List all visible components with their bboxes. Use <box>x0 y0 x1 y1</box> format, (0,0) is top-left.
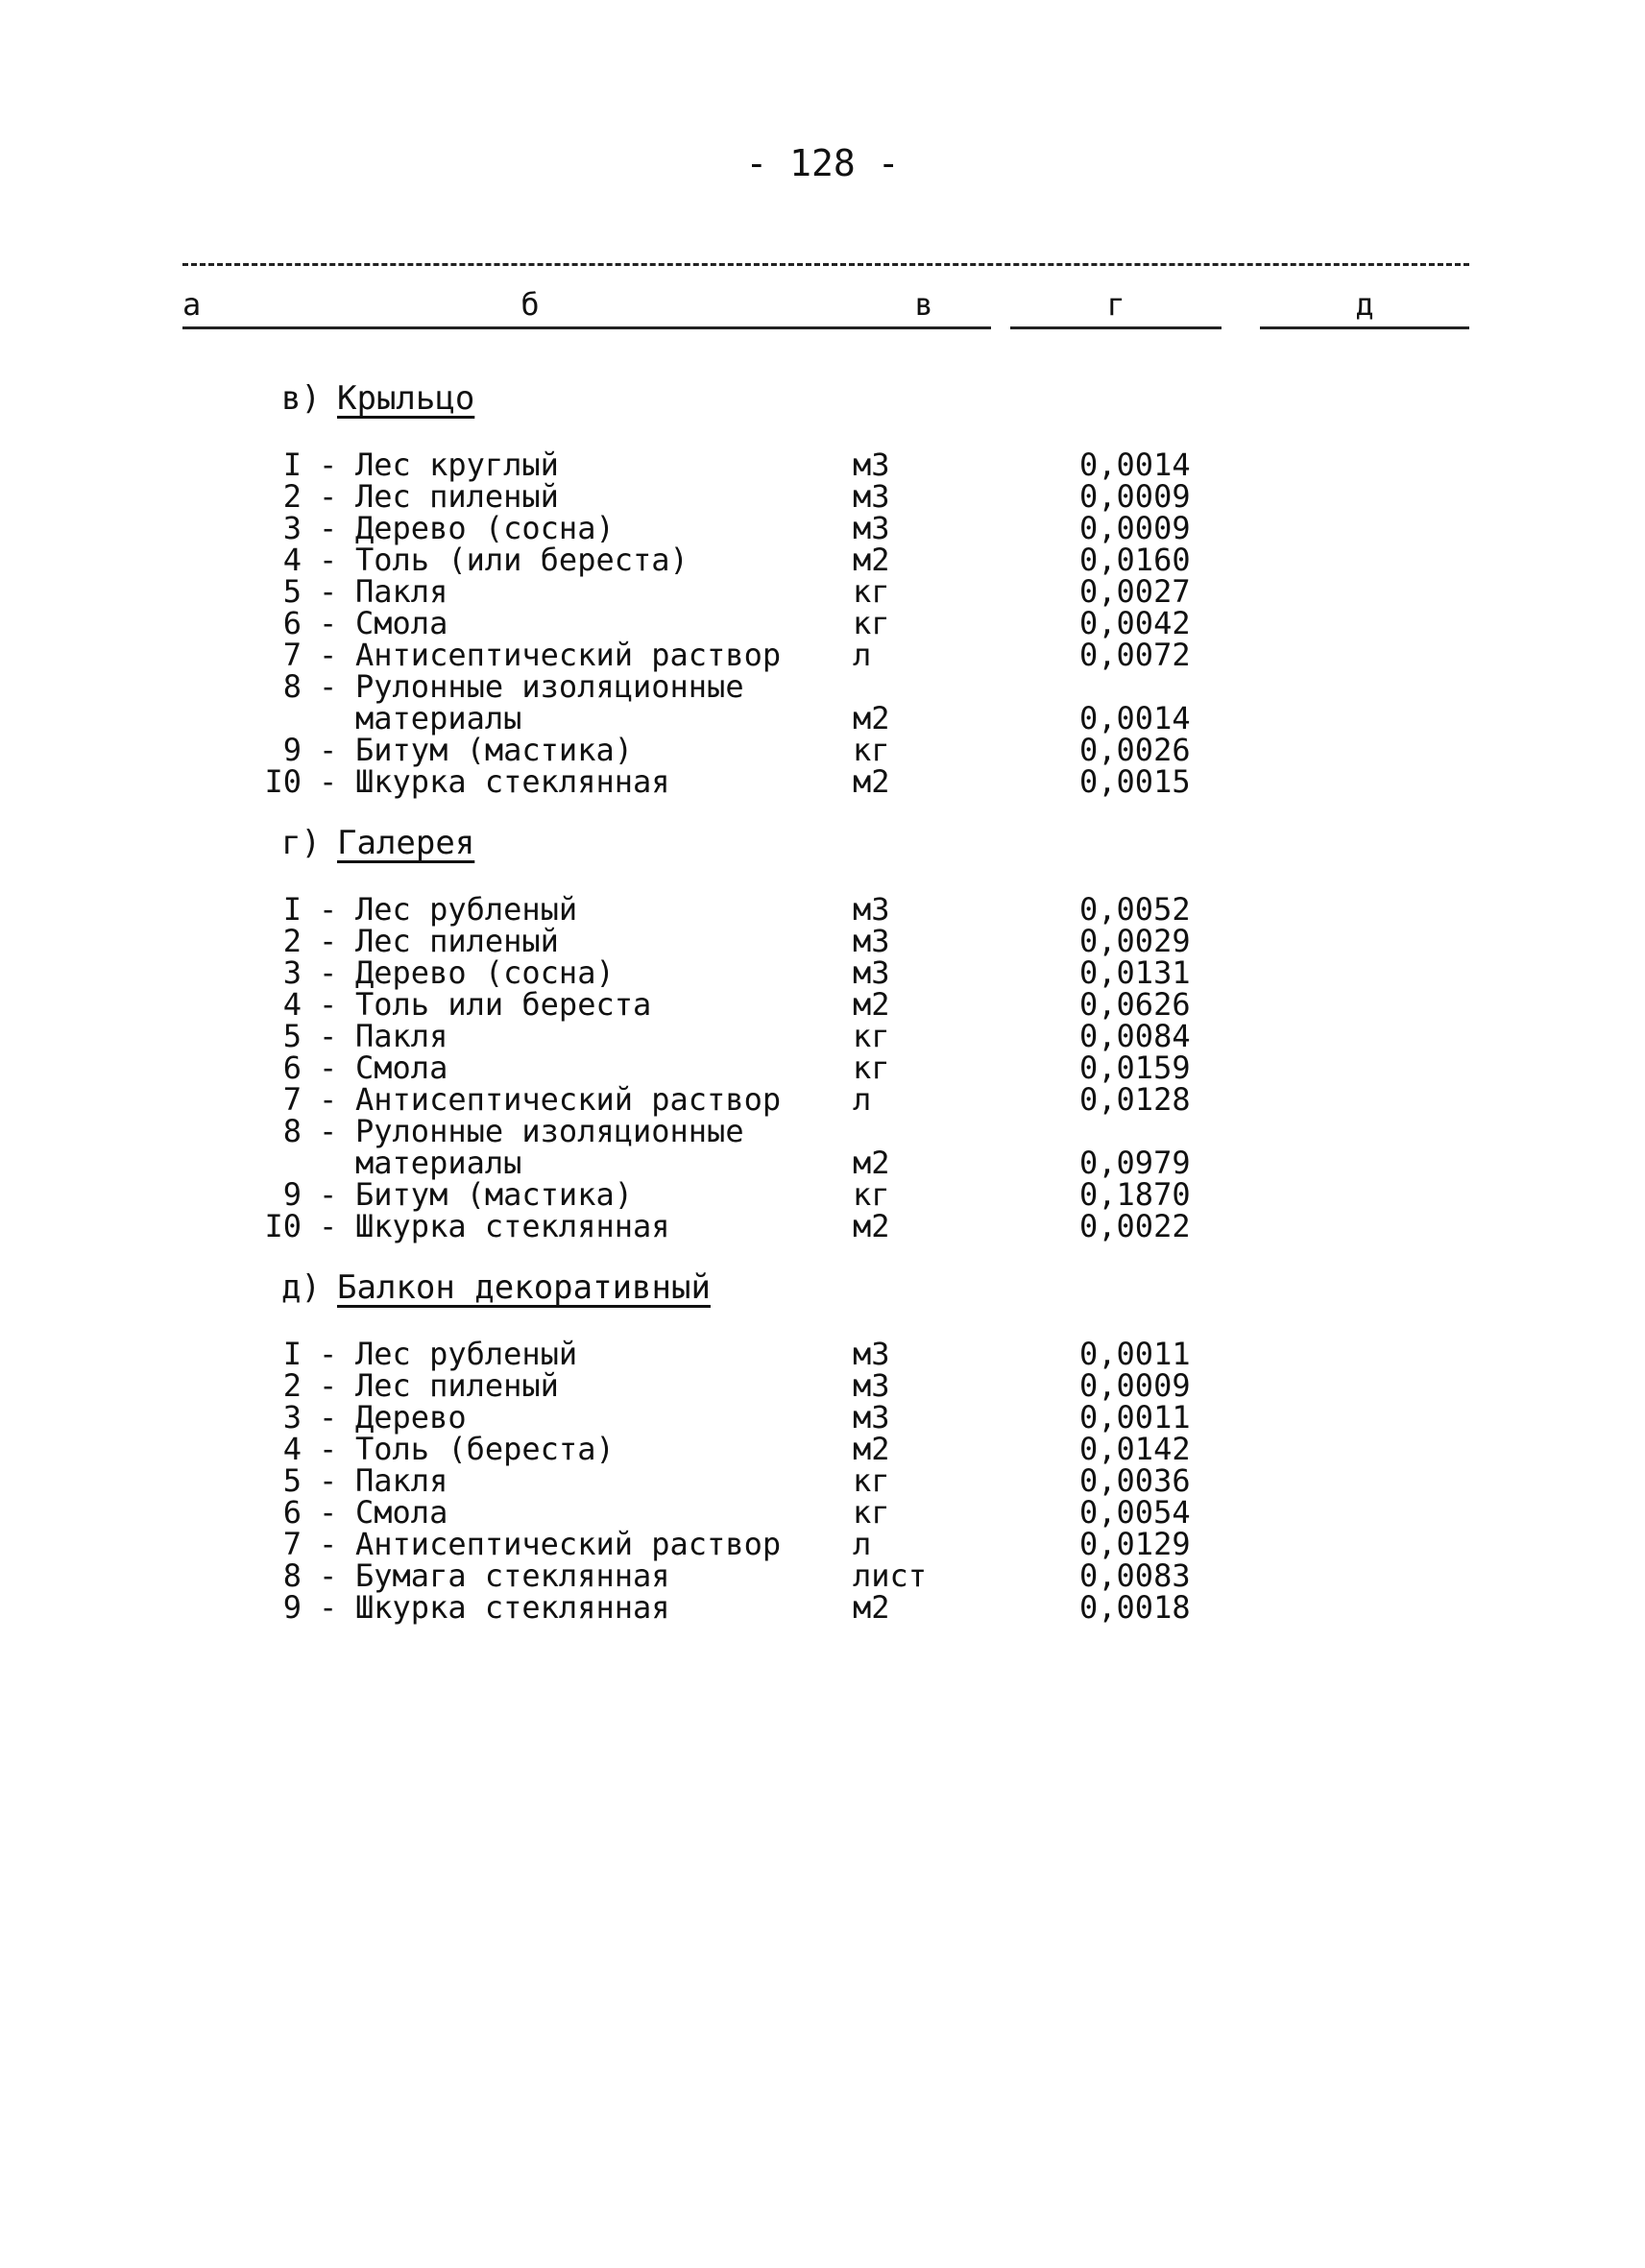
material-row <box>0 1367 1645 1404</box>
item-number: 5 <box>282 573 302 610</box>
item-number: 6 <box>282 605 302 641</box>
quantity-value: 0,0011 <box>1079 1336 1191 1372</box>
material-row <box>0 478 1645 515</box>
row-dash: - <box>319 1208 338 1244</box>
material-row <box>0 1526 1645 1562</box>
unit-of-measure: кг <box>853 1462 890 1499</box>
row-dash: - <box>319 986 338 1023</box>
item-number: I <box>282 446 302 483</box>
material-name: Дерево (сосна) <box>355 954 615 991</box>
row-dash: - <box>319 1557 338 1594</box>
section-letter: в) <box>281 379 321 418</box>
column-header-label: г <box>1106 286 1125 323</box>
quantity-value: 0,0009 <box>1079 510 1191 546</box>
material-row <box>0 544 1645 576</box>
unit-of-measure: лист <box>853 1557 928 1594</box>
unit-of-measure: м3 <box>853 954 890 991</box>
quantity-value: 0,0009 <box>1079 478 1191 515</box>
item-number: 7 <box>282 1081 302 1118</box>
material-row <box>0 1431 1645 1467</box>
quantity-value: 0,0128 <box>1079 1081 1191 1118</box>
quantity-value: 0,0129 <box>1079 1526 1191 1562</box>
materials-list <box>0 374 1645 1624</box>
unit-of-measure: м2 <box>853 542 890 578</box>
item-number: 2 <box>282 1367 302 1404</box>
unit-of-measure: м3 <box>853 446 890 483</box>
quantity-value: 0,0022 <box>1079 1208 1191 1244</box>
material-name: материалы <box>355 1145 522 1181</box>
material-row <box>0 1336 1645 1372</box>
unit-of-measure: м3 <box>853 923 890 959</box>
material-row <box>0 1399 1645 1436</box>
quantity-value: 0,0979 <box>1079 1145 1191 1181</box>
unit-of-measure: кг <box>853 1050 890 1086</box>
item-number: 4 <box>282 986 302 1023</box>
top-rule <box>182 263 1469 266</box>
item-number: 9 <box>282 1176 302 1213</box>
material-name: Пакля <box>355 573 448 610</box>
quantity-value: 0,0011 <box>1079 1399 1191 1436</box>
material-name: Смола <box>355 1050 448 1086</box>
row-dash: - <box>319 1526 338 1562</box>
material-name: Рулонные изоляционные <box>355 668 744 705</box>
quantity-value: 0,0009 <box>1079 1367 1191 1404</box>
row-dash: - <box>319 732 338 768</box>
item-number: 8 <box>282 1557 302 1594</box>
row-dash: - <box>319 923 338 959</box>
quantity-value: 0,0029 <box>1079 923 1191 959</box>
material-row <box>0 510 1645 546</box>
unit-of-measure: л <box>853 637 872 673</box>
row-dash: - <box>319 542 338 578</box>
material-row <box>0 1147 1645 1179</box>
unit-of-measure: л <box>853 1081 872 1118</box>
unit-of-measure: кг <box>853 1494 890 1531</box>
material-row <box>0 1208 1645 1244</box>
column-header-label: б <box>520 286 540 323</box>
row-dash: - <box>319 1050 338 1086</box>
row-dash: - <box>319 605 338 641</box>
material-row <box>0 1113 1645 1149</box>
section-title: Крыльцо <box>337 379 475 418</box>
quantity-value: 0,0160 <box>1079 542 1191 578</box>
material-row <box>0 605 1645 641</box>
quantity-value: 0,0052 <box>1079 891 1191 928</box>
quantity-value: 0,0026 <box>1079 732 1191 768</box>
material-row <box>0 986 1645 1023</box>
unit-of-measure: кг <box>853 732 890 768</box>
item-number: 8 <box>282 668 302 705</box>
material-row <box>0 1462 1645 1499</box>
quantity-value: 0,0084 <box>1079 1018 1191 1054</box>
quantity-value: 0,0015 <box>1079 763 1191 800</box>
unit-of-measure: м2 <box>853 763 890 800</box>
material-row <box>0 639 1645 671</box>
material-row <box>0 1081 1645 1118</box>
item-number: 2 <box>282 478 302 515</box>
material-row <box>0 732 1645 768</box>
item-number: I <box>282 891 302 928</box>
material-name: Лес пиленый <box>355 1367 559 1404</box>
unit-of-measure: кг <box>853 1018 890 1054</box>
material-name: Лес круглый <box>355 446 559 483</box>
item-number: 3 <box>282 954 302 991</box>
column-header-d <box>1260 288 1469 329</box>
item-number: 9 <box>282 732 302 768</box>
column-header-label: в <box>914 286 933 323</box>
material-name: Лес рубленый <box>355 1336 578 1372</box>
row-dash: - <box>319 1589 338 1626</box>
row-dash: - <box>319 1494 338 1531</box>
unit-of-measure: л <box>853 1526 872 1562</box>
section-spacer <box>0 798 1645 819</box>
column-header-b <box>204 288 857 329</box>
column-header-v <box>857 288 991 329</box>
material-name: Антисептический раствор <box>355 637 782 673</box>
section-spacer <box>0 1243 1645 1264</box>
item-number: 7 <box>282 1526 302 1562</box>
section-spacer <box>0 1312 1645 1339</box>
section-title: Балкон декоративный <box>337 1268 711 1307</box>
row-dash: - <box>319 446 338 483</box>
material-name: Битум (мастика) <box>355 1176 633 1213</box>
item-number: I <box>282 1336 302 1372</box>
item-number: 2 <box>282 923 302 959</box>
column-header-a <box>182 288 204 329</box>
item-number: 4 <box>282 542 302 578</box>
quantity-value: 0,0142 <box>1079 1431 1191 1467</box>
quantity-value: 0,1870 <box>1079 1176 1191 1213</box>
unit-of-measure: кг <box>853 573 890 610</box>
material-name: Дерево <box>355 1399 467 1436</box>
material-row <box>0 954 1645 991</box>
item-number: I0 <box>264 1208 302 1244</box>
item-number: 3 <box>282 1399 302 1436</box>
row-dash: - <box>319 1367 338 1404</box>
material-name: Толь (или береста) <box>355 542 689 578</box>
material-row <box>0 1557 1645 1594</box>
unit-of-measure: кг <box>853 1176 890 1213</box>
unit-of-measure: кг <box>853 605 890 641</box>
quantity-value: 0,0072 <box>1079 637 1191 673</box>
unit-of-measure: м3 <box>853 510 890 546</box>
quantity-value: 0,0131 <box>1079 954 1191 991</box>
page-number: - 128 - <box>745 142 900 184</box>
unit-of-measure: м2 <box>853 1145 890 1181</box>
item-number: 9 <box>282 1589 302 1626</box>
material-name: Толь (береста) <box>355 1431 615 1467</box>
section-spacer <box>0 422 1645 449</box>
item-number: 6 <box>282 1050 302 1086</box>
material-name: Лес пиленый <box>355 478 559 515</box>
row-dash: - <box>319 1176 338 1213</box>
material-name: Шкурка стеклянная <box>355 1589 670 1626</box>
row-dash: - <box>319 1081 338 1118</box>
section-letter: г) <box>281 824 321 862</box>
item-number: I0 <box>264 763 302 800</box>
row-dash: - <box>319 1399 338 1436</box>
material-name: Смола <box>355 605 448 641</box>
quantity-value: 0,0014 <box>1079 446 1191 483</box>
item-number: 7 <box>282 637 302 673</box>
unit-of-measure: м2 <box>853 1208 890 1244</box>
material-name: Толь или береста <box>355 986 652 1023</box>
material-name: Антисептический раствор <box>355 1081 782 1118</box>
quantity-value: 0,0054 <box>1079 1494 1191 1531</box>
material-row <box>0 700 1645 736</box>
material-row <box>0 573 1645 610</box>
section-title: Галерея <box>337 824 475 862</box>
column-header-row <box>182 288 1469 332</box>
material-name: материалы <box>355 700 522 736</box>
section-heading <box>0 374 1645 422</box>
column-header-label: а <box>182 286 202 323</box>
item-number: 5 <box>282 1018 302 1054</box>
column-header-label: д <box>1355 286 1374 323</box>
row-dash: - <box>319 510 338 546</box>
item-number: 4 <box>282 1431 302 1467</box>
row-dash: - <box>319 1462 338 1499</box>
quantity-value: 0,0014 <box>1079 700 1191 736</box>
material-row <box>0 763 1645 800</box>
row-dash: - <box>319 478 338 515</box>
material-name: Шкурка стеклянная <box>355 763 670 800</box>
item-number: 3 <box>282 510 302 546</box>
quantity-value: 0,0036 <box>1079 1462 1191 1499</box>
row-dash: - <box>319 637 338 673</box>
unit-of-measure: м3 <box>853 1399 890 1436</box>
item-number: 6 <box>282 1494 302 1531</box>
unit-of-measure: м3 <box>853 478 890 515</box>
item-number: 8 <box>282 1113 302 1149</box>
quantity-value: 0,0027 <box>1079 573 1191 610</box>
row-dash: - <box>319 891 338 928</box>
row-dash: - <box>319 954 338 991</box>
quantity-value: 0,0042 <box>1079 605 1191 641</box>
section-heading <box>0 819 1645 867</box>
material-name: Смола <box>355 1494 448 1531</box>
row-dash: - <box>319 1336 338 1372</box>
material-row <box>0 1052 1645 1084</box>
material-row <box>0 923 1645 959</box>
column-header-g <box>1010 288 1222 329</box>
material-row <box>0 1494 1645 1531</box>
unit-of-measure: м2 <box>853 1431 890 1467</box>
material-name: Бумага стеклянная <box>355 1557 670 1594</box>
material-row <box>0 1589 1645 1626</box>
material-row <box>0 446 1645 483</box>
material-row <box>0 891 1645 928</box>
row-dash: - <box>319 763 338 800</box>
row-dash: - <box>319 668 338 705</box>
quantity-value: 0,0018 <box>1079 1589 1191 1626</box>
item-number: 5 <box>282 1462 302 1499</box>
row-dash: - <box>319 1431 338 1467</box>
material-name: Дерево (сосна) <box>355 510 615 546</box>
material-name: Антисептический раствор <box>355 1526 782 1562</box>
material-row <box>0 1018 1645 1054</box>
material-name: Лес рубленый <box>355 891 578 928</box>
material-name: Рулонные изоляционные <box>355 1113 744 1149</box>
row-dash: - <box>319 1018 338 1054</box>
unit-of-measure: м3 <box>853 891 890 928</box>
quantity-value: 0,0159 <box>1079 1050 1191 1086</box>
material-name: Шкурка стеклянная <box>355 1208 670 1244</box>
unit-of-measure: м2 <box>853 986 890 1023</box>
material-row <box>0 668 1645 705</box>
section-heading <box>0 1264 1645 1312</box>
section-letter: д) <box>281 1268 321 1307</box>
section-spacer <box>0 867 1645 894</box>
quantity-value: 0,0083 <box>1079 1557 1191 1594</box>
material-name: Пакля <box>355 1018 448 1054</box>
unit-of-measure: м3 <box>853 1336 890 1372</box>
row-dash: - <box>319 573 338 610</box>
unit-of-measure: м2 <box>853 700 890 736</box>
unit-of-measure: м2 <box>853 1589 890 1626</box>
material-name: Пакля <box>355 1462 448 1499</box>
unit-of-measure: м3 <box>853 1367 890 1404</box>
material-name: Лес пиленый <box>355 923 559 959</box>
row-dash: - <box>319 1113 338 1149</box>
material-row <box>0 1176 1645 1213</box>
material-name: Битум (мастика) <box>355 732 633 768</box>
quantity-value: 0,0626 <box>1079 986 1191 1023</box>
